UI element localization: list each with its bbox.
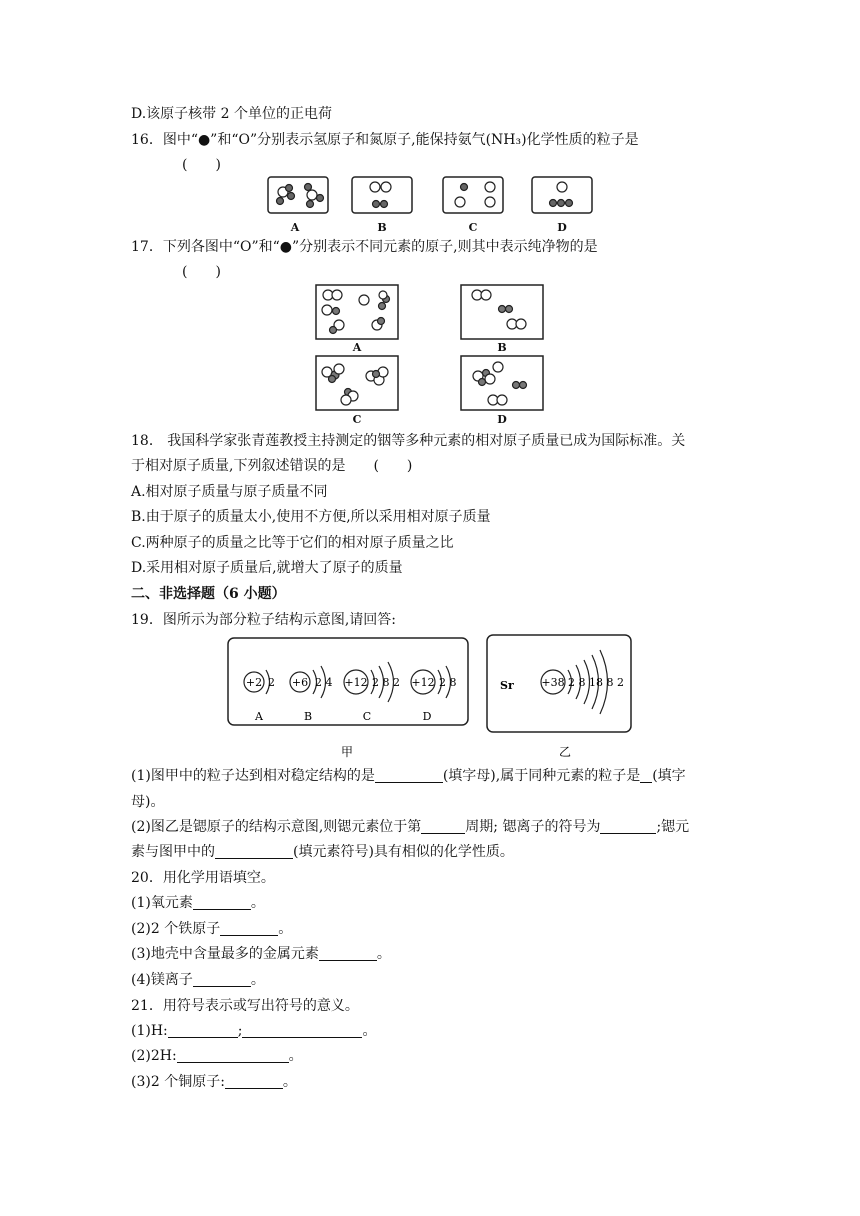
q20-item-2: (2)2 个铁原子 。 xyxy=(131,921,293,937)
answer-blank[interactable] xyxy=(225,1074,283,1089)
svg-text:2 8: 2 8 xyxy=(439,676,457,689)
q21-stem: 21．用符号表示或写出符号的意义。 xyxy=(131,998,359,1014)
q17-stem: 17．下列各图中“O”和“●”分别表示不同元素的原子,则其中表示纯净物的是 xyxy=(131,239,598,255)
q21-item-2: (2)2H: 。 xyxy=(131,1048,303,1064)
svg-text:Sr: Sr xyxy=(500,679,514,692)
q16-molecule-c xyxy=(455,182,495,207)
svg-text:C: C xyxy=(362,710,372,723)
q21-item-1: (1)H: ; 。 xyxy=(131,1023,377,1039)
q19-part2-line2: 素与图甲中的 (填元素符号)具有相似的化学性质。 xyxy=(131,844,514,860)
answer-blank[interactable] xyxy=(242,1023,362,1038)
answer-blank[interactable] xyxy=(640,768,652,783)
q18-option-c: C.两种原子的质量之比等于它们的相对原子质量之比 xyxy=(131,535,454,551)
answer-blank[interactable] xyxy=(375,768,443,783)
q17-label-d: D xyxy=(497,413,507,426)
svg-text:+12: +12 xyxy=(411,676,435,689)
q18-option-a: A.相对原子质量与原子质量不同 xyxy=(131,484,328,500)
q19-part1-line1: (1)图甲中的粒子达到相对稳定结构的是 (填字母),属于同种元素的粒子是 (填字 xyxy=(131,768,686,784)
answer-blank[interactable] xyxy=(177,1048,289,1063)
q17-figure xyxy=(310,280,550,430)
svg-text:2 8 2: 2 8 2 xyxy=(372,676,400,689)
svg-text:D: D xyxy=(422,710,432,723)
particle-b xyxy=(290,666,333,723)
q16-label-a: A xyxy=(290,221,300,234)
q19-figure xyxy=(222,632,642,764)
q19-stem: 19．图所示为部分粒子结构示意图,请回答: xyxy=(131,612,396,628)
svg-text:2 8 18 8 2: 2 8 18 8 2 xyxy=(568,676,624,689)
q16-answer-paren: ( ) xyxy=(182,157,221,173)
q17-label-b: B xyxy=(497,341,507,354)
q16-label-c: C xyxy=(468,221,478,234)
q16-figure xyxy=(262,174,602,234)
q17-label-c: C xyxy=(352,413,362,426)
q18-stem-line1: 18． 我国科学家张青莲教授主持测定的铟等多种元素的相对原子质量已成为国际标准。关 xyxy=(131,433,686,449)
answer-blank[interactable] xyxy=(215,844,293,859)
q19-part1-line2: 母)。 xyxy=(131,794,165,810)
caption-jia: 甲 xyxy=(340,745,354,759)
particle-d xyxy=(411,666,457,723)
svg-text:2: 2 xyxy=(268,676,275,689)
q19-part2-line1: (2)图乙是锶原子的结构示意图,则锶元素位于第 周期; 锶离子的符号为 ;锶元 xyxy=(131,819,690,835)
q21-item-3: (3)2 个铜原子: 。 xyxy=(131,1074,297,1090)
svg-text:+38: +38 xyxy=(541,676,565,689)
q16-molecule-a xyxy=(277,184,324,208)
svg-text:+6: +6 xyxy=(291,676,309,689)
svg-text:2 4: 2 4 xyxy=(315,676,333,689)
q16-label-d: D xyxy=(557,221,567,234)
svg-text:B: B xyxy=(303,710,313,723)
q16-molecule-d xyxy=(550,182,573,207)
q15-option-d: D.该原子核带 2 个单位的正电荷 xyxy=(131,106,332,122)
svg-text:+2: +2 xyxy=(245,676,263,689)
particle-c xyxy=(344,662,400,723)
answer-blank[interactable] xyxy=(168,1023,238,1038)
answer-blank[interactable] xyxy=(193,895,251,910)
q20-stem: 20．用化学用语填空。 xyxy=(131,870,275,886)
caption-yi: 乙 xyxy=(558,745,572,759)
particle-sr xyxy=(500,650,624,714)
answer-blank[interactable] xyxy=(319,946,377,961)
q20-item-1: (1)氧元素 。 xyxy=(131,895,265,911)
q17-answer-paren: ( ) xyxy=(182,264,221,280)
q20-item-3: (3)地壳中含量最多的金属元素 。 xyxy=(131,946,391,962)
q17-label-a: A xyxy=(352,341,362,354)
q16-molecule-b xyxy=(370,182,391,208)
answer-blank[interactable] xyxy=(421,819,465,834)
q16-label-b: B xyxy=(377,221,387,234)
svg-text:A: A xyxy=(255,710,263,723)
svg-text:+12: +12 xyxy=(344,676,368,689)
q18-stem-line2: 于相对原子质量,下列叙述错误的是 ( ) xyxy=(131,458,413,474)
particle-a xyxy=(244,670,275,723)
q16-stem: 16．图中“●”和“O”分别表示氢原子和氮原子,能保持氨气(NH₃)化学性质的粒子是 xyxy=(131,132,639,148)
q20-item-4: (4)镁离子 。 xyxy=(131,972,265,988)
answer-blank[interactable] xyxy=(193,972,251,987)
q18-option-b: B.由于原子的质量太小,使用不方便,所以采用相对原子质量 xyxy=(131,509,491,525)
section-title: 二、非选择题（6 小题） xyxy=(131,586,286,602)
answer-blank[interactable] xyxy=(220,921,278,936)
answer-blank[interactable] xyxy=(600,819,656,834)
q18-option-d: D.采用相对原子质量后,就增大了原子的质量 xyxy=(131,560,403,576)
